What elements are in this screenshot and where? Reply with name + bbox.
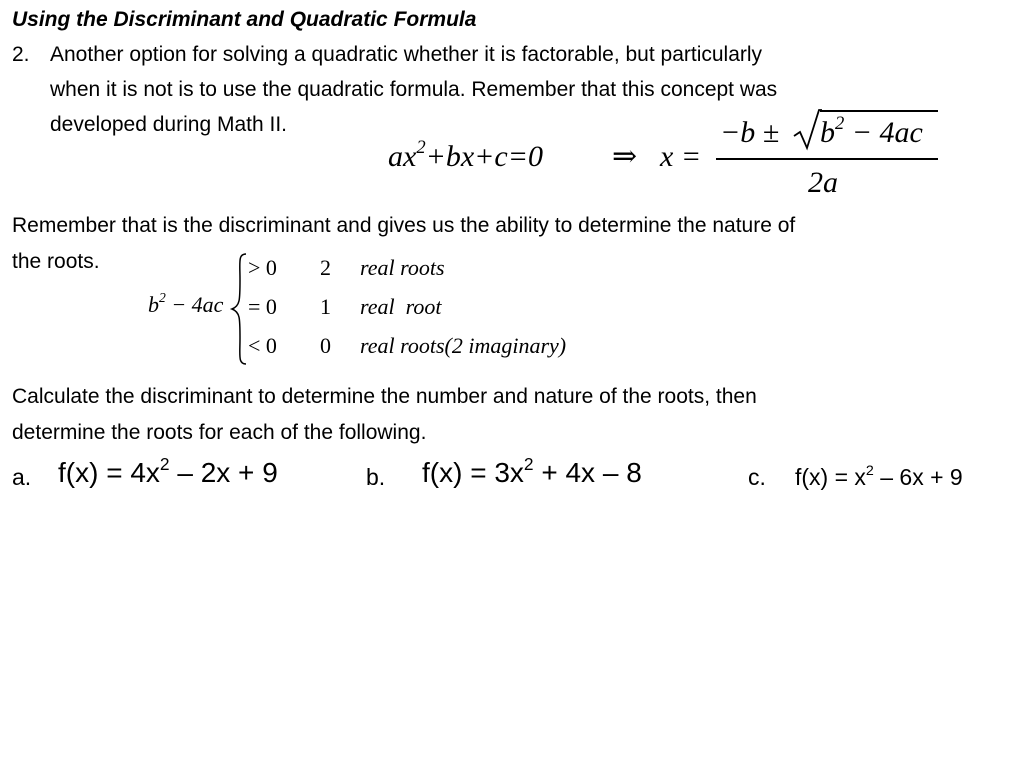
implies-symbol: ⇒ xyxy=(612,140,638,173)
case-label-2: real root xyxy=(360,294,442,319)
radicand: $b^2 - 4ac$ xyxy=(820,112,923,149)
problem-a: $f(x) = 4x^2 - 2x + 9$ xyxy=(58,453,278,488)
problem-c: $f(x) = x^2 - 6x + 9$ xyxy=(795,463,963,490)
item-number: 2. xyxy=(12,43,30,66)
paragraph1-line3: developed during Math II. xyxy=(50,113,287,136)
fraction-bar xyxy=(716,158,938,160)
case-cond-1: > 0 xyxy=(248,255,277,280)
left-brace-icon xyxy=(228,250,250,368)
x-equals: x = xyxy=(660,140,702,173)
quadratic-equation: $ax^2+bx+c=0$ xyxy=(388,136,543,173)
paragraph3-line1: Calculate the discriminant to determine the number and nature of the roots, then xyxy=(12,385,757,408)
case-cond-3: < 0 xyxy=(248,333,277,358)
problem-c-letter: c. xyxy=(748,464,766,490)
paragraph1-line1: Another option for solving a quadratic whether it is factorable, but particularly xyxy=(50,43,763,66)
paragraph1-line2: when it is not is to use the quadratic formula. Remember that this concept was xyxy=(50,78,778,101)
paragraph2-line1: Remember that is the discriminant and gives us the ability to determine the nature of xyxy=(12,214,796,237)
case-count-1: 2 xyxy=(320,255,331,280)
problem-a-letter: a. xyxy=(12,464,32,490)
paragraph3-line2: determine the roots for each of the following. xyxy=(12,421,427,444)
formula-numerator: −b ± xyxy=(720,116,780,149)
discriminant-expression: $b^2 - 4ac$ xyxy=(148,290,224,317)
formula-denominator: 2a xyxy=(808,166,838,199)
case-count-3: 0 xyxy=(320,333,331,358)
problem-b: $f(x) = 3x^2 + 4x - 8$ xyxy=(422,453,642,488)
radical-sign-icon xyxy=(792,108,822,152)
case-label-3: real roots(2 imaginary) xyxy=(360,333,567,358)
problem-b-letter: b. xyxy=(366,464,386,490)
paragraph2-line2: the roots. xyxy=(12,250,100,273)
page-title: Using the Discriminant and Quadratic Formula xyxy=(12,8,477,31)
case-cond-2: = 0 xyxy=(248,294,277,319)
radical-overline xyxy=(820,110,938,112)
case-label-1: real roots xyxy=(360,255,445,280)
case-count-2: 1 xyxy=(320,294,331,319)
